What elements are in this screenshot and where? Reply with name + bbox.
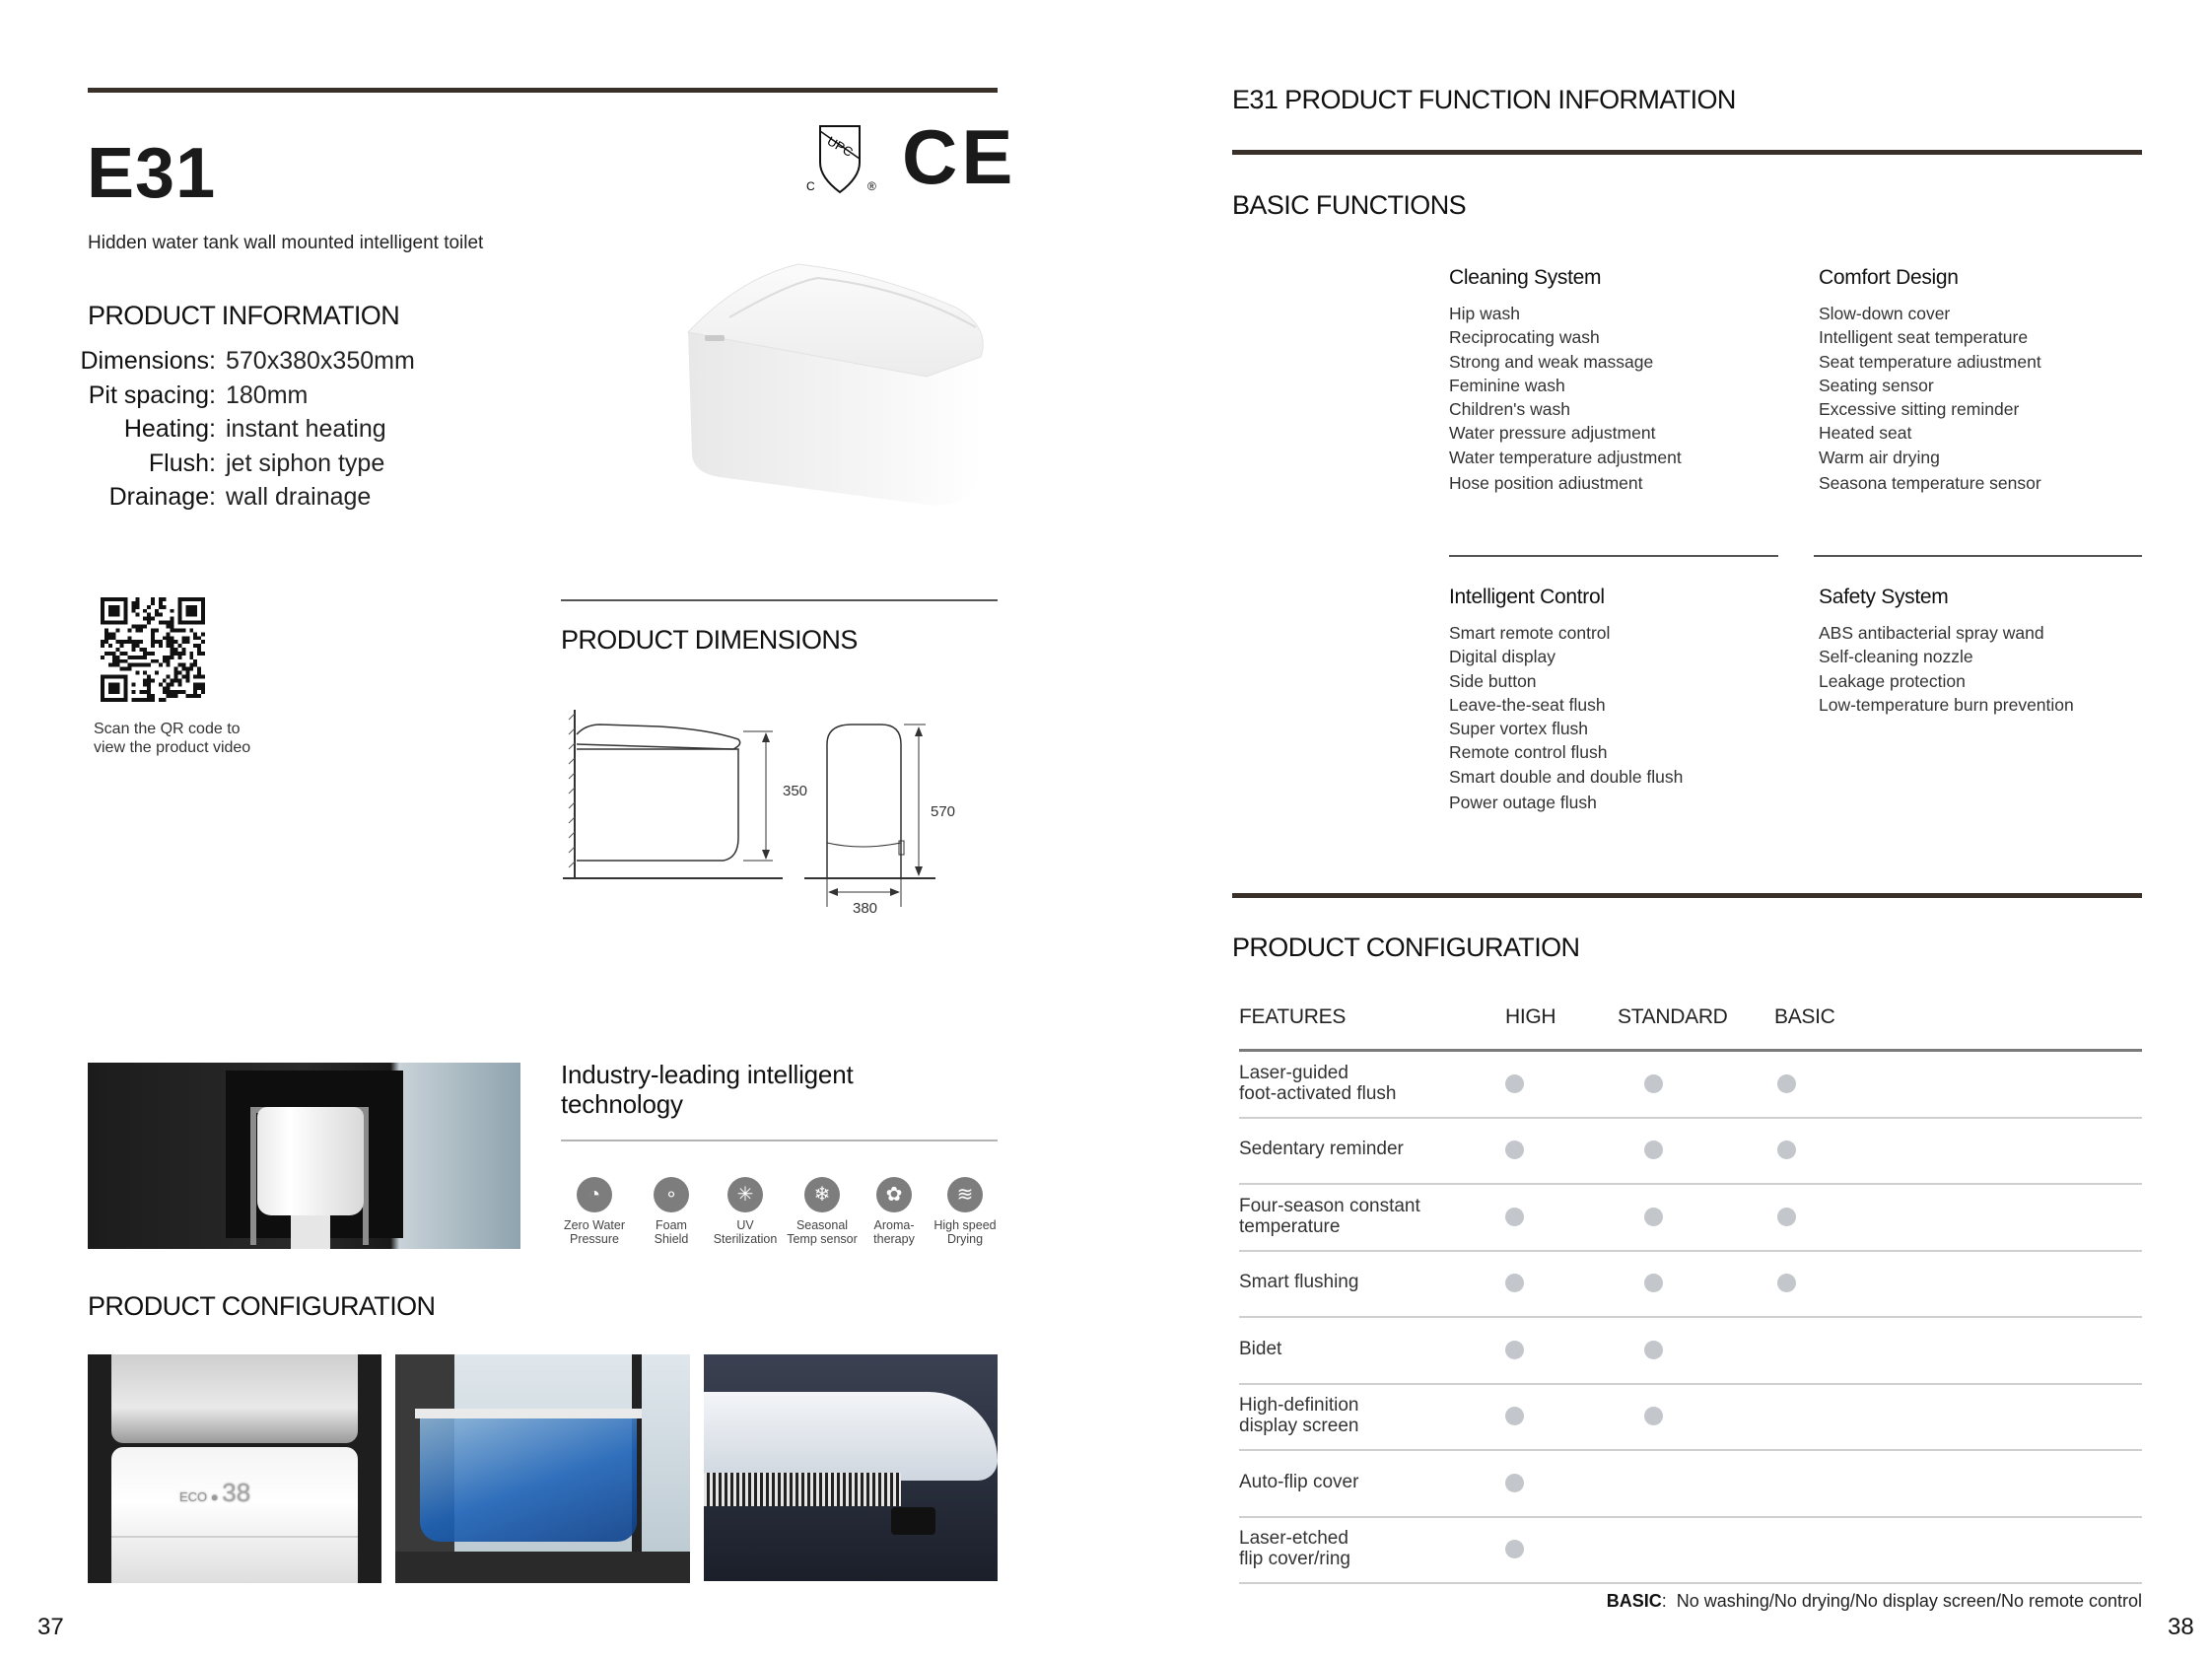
included-dot-standard bbox=[1644, 1208, 1663, 1226]
info-row-pit-spacing bbox=[88, 381, 600, 413]
front-width-label: 380 bbox=[853, 900, 878, 917]
included-dot-high bbox=[1505, 1208, 1524, 1226]
feature-high-speed-drying bbox=[892, 1177, 1038, 1246]
snowflake-sun-icon: ❄ bbox=[804, 1177, 840, 1212]
function-item: Feminine wash bbox=[1449, 375, 1565, 395]
icon-label: UV bbox=[736, 1218, 754, 1232]
display-readout bbox=[179, 1478, 250, 1508]
info-label: Pit spacing: bbox=[88, 381, 216, 409]
wind-icon: ≋ bbox=[947, 1177, 983, 1212]
included-dot-high bbox=[1505, 1474, 1524, 1492]
function-item: Reciprocating wash bbox=[1449, 327, 1600, 348]
function-group-safety bbox=[1819, 586, 2174, 717]
function-item: Excessive sitting reminder bbox=[1819, 399, 2020, 420]
info-row-heating bbox=[88, 415, 600, 447]
included-dot-standard bbox=[1644, 1074, 1663, 1093]
function-item: Leakage protection bbox=[1819, 670, 1966, 691]
function-item: Intelligent seat temperature bbox=[1819, 327, 2029, 348]
uv-sterilization-icon: ✳ bbox=[727, 1177, 763, 1212]
table-row bbox=[1239, 1517, 2142, 1584]
table-row bbox=[1239, 1251, 2142, 1318]
included-dot-high bbox=[1505, 1074, 1524, 1093]
config-photo-display bbox=[88, 1354, 381, 1583]
dimensions-rule bbox=[561, 599, 998, 601]
top-rule-left bbox=[88, 88, 998, 93]
info-value: wall drainage bbox=[226, 483, 372, 511]
feature-name-line: Four-season constant bbox=[1239, 1195, 1420, 1216]
upc-r-mark: ® bbox=[867, 179, 876, 193]
dimension-drawing bbox=[561, 705, 995, 917]
function-item: ABS antibacterial spray wand bbox=[1819, 623, 2044, 643]
included-dot-standard bbox=[1644, 1141, 1663, 1159]
info-value: 180mm bbox=[226, 381, 309, 409]
icon-label: Pressure bbox=[569, 1232, 620, 1246]
function-item: Low-temperature burn prevention bbox=[1819, 694, 2074, 715]
temperature-readout: 38 bbox=[222, 1478, 251, 1507]
info-value: instant heating bbox=[226, 415, 386, 443]
technology-heading bbox=[561, 1060, 853, 1119]
function-item: Seat temperature adiustment bbox=[1819, 351, 2041, 372]
model-title: E31 bbox=[87, 134, 217, 213]
column-header-basic: BASIC bbox=[1774, 1005, 1835, 1028]
function-divider-right bbox=[1814, 555, 2142, 557]
function-item: Warm air drying bbox=[1819, 447, 1940, 467]
info-label: Flush: bbox=[148, 449, 216, 477]
foam-bubbles-icon: ∘ bbox=[654, 1177, 689, 1212]
function-item: Seasona temperature sensor bbox=[1819, 473, 2041, 494]
function-item: Water pressure adjustment bbox=[1449, 423, 1656, 444]
function-item: Water temperature adjustment bbox=[1449, 447, 1682, 467]
feature-name bbox=[1239, 1472, 1358, 1492]
function-item: Hose position adiustment bbox=[1449, 473, 1643, 494]
table-row bbox=[1239, 1184, 2142, 1251]
included-dot-high bbox=[1505, 1274, 1524, 1292]
feature-name bbox=[1239, 1272, 1358, 1292]
feature-name-line: Sedentary reminder bbox=[1239, 1139, 1404, 1160]
feature-name-line: Laser-guided bbox=[1239, 1062, 1348, 1083]
column-header-standard: STANDARD bbox=[1618, 1005, 1728, 1028]
feature-name-line: foot-activated flush bbox=[1239, 1082, 1397, 1104]
feature-name bbox=[1239, 1395, 1358, 1436]
function-group-cleaning bbox=[1449, 266, 1804, 495]
info-row-flush bbox=[88, 449, 600, 481]
included-dot-high bbox=[1505, 1141, 1524, 1159]
info-row-dimensions bbox=[80, 347, 600, 379]
included-dot-standard bbox=[1644, 1341, 1663, 1359]
product-subtitle: Hidden water tank wall mounted intelligent toilet bbox=[88, 233, 484, 253]
function-item: Digital display bbox=[1449, 647, 1555, 667]
ce-mark: CE bbox=[902, 113, 1017, 200]
page-number-right: 38 bbox=[2168, 1614, 2194, 1640]
basic-footnote-label: BASIC bbox=[1606, 1591, 1662, 1611]
function-group-title: Comfort Design bbox=[1819, 266, 1959, 289]
upc-text: UPC bbox=[824, 133, 856, 160]
function-item: Super vortex flush bbox=[1449, 719, 1589, 739]
ce-certification-logo bbox=[902, 113, 1017, 200]
product-hero-image bbox=[680, 258, 996, 519]
feature-name bbox=[1239, 1528, 1350, 1569]
feature-name bbox=[1239, 1063, 1396, 1104]
icon-label: therapy bbox=[873, 1232, 915, 1246]
icon-label: Drying bbox=[946, 1232, 984, 1246]
eco-label: ECO bbox=[179, 1489, 208, 1504]
configuration-rule bbox=[1232, 893, 2142, 898]
page-number-left: 37 bbox=[37, 1614, 64, 1640]
qr-code[interactable] bbox=[100, 597, 206, 702]
info-label: Heating: bbox=[123, 415, 216, 443]
upc-c-mark: C bbox=[806, 179, 815, 193]
feature-name-line: High-definition bbox=[1239, 1395, 1359, 1417]
feature-name-line: temperature bbox=[1239, 1215, 1341, 1237]
info-value: 570x380x350mm bbox=[226, 347, 415, 375]
feature-name bbox=[1239, 1196, 1420, 1237]
icon-label: Shield bbox=[654, 1232, 689, 1246]
function-item: Side button bbox=[1449, 670, 1537, 691]
function-item: Power outage flush bbox=[1449, 793, 1597, 813]
product-configuration-heading-left: PRODUCT CONFIGURATION bbox=[88, 1291, 436, 1321]
table-row bbox=[1239, 1450, 2142, 1517]
function-info-title: E31 PRODUCT FUNCTION INFORMATION bbox=[1232, 85, 1736, 114]
icon-label: High speed bbox=[933, 1218, 997, 1232]
included-dot-basic bbox=[1777, 1208, 1796, 1226]
included-dot-high bbox=[1505, 1407, 1524, 1425]
icon-label: Temp sensor bbox=[787, 1232, 858, 1246]
included-dot-high bbox=[1505, 1341, 1524, 1359]
function-group-intelligent-control bbox=[1449, 586, 1804, 814]
upc-certification-logo bbox=[798, 123, 887, 197]
info-label: Dimensions: bbox=[80, 347, 216, 375]
product-dimensions-heading: PRODUCT DIMENSIONS bbox=[561, 625, 858, 655]
included-dot-basic bbox=[1777, 1074, 1796, 1093]
function-item: Remote control flush bbox=[1449, 742, 1608, 763]
basic-footnote bbox=[1607, 1591, 2142, 1612]
installation-photo bbox=[88, 1063, 520, 1249]
info-value: jet siphon type bbox=[226, 449, 385, 477]
function-item: Smart double and double flush bbox=[1449, 766, 1684, 787]
included-dot-basic bbox=[1777, 1141, 1796, 1159]
technology-heading-line: Industry-leading intelligent bbox=[561, 1060, 854, 1089]
side-height-label: 350 bbox=[783, 783, 808, 799]
function-item: Smart remote control bbox=[1449, 623, 1611, 643]
technology-rule bbox=[561, 1140, 998, 1141]
feature-name bbox=[1239, 1339, 1281, 1359]
feature-name bbox=[1239, 1139, 1404, 1159]
config-photo-flush-cutaway bbox=[395, 1354, 690, 1583]
included-dot-high bbox=[1505, 1540, 1524, 1558]
function-item: Heated seat bbox=[1819, 423, 1912, 444]
icon-label: Aroma- bbox=[873, 1218, 915, 1232]
function-group-title: Cleaning System bbox=[1449, 266, 1602, 289]
pressure-gauge-icon: ◔ bbox=[577, 1177, 612, 1212]
info-row-drainage bbox=[88, 483, 600, 515]
included-dot-standard bbox=[1644, 1274, 1663, 1292]
basic-footnote-separator: : bbox=[1661, 1591, 1667, 1611]
icon-label: Seasonal bbox=[795, 1218, 849, 1232]
column-header-features: FEATURES bbox=[1239, 1005, 1347, 1028]
qr-caption-line: Scan the QR code to bbox=[94, 721, 241, 737]
row-separator bbox=[1239, 1582, 2142, 1584]
icon-label: Sterilization bbox=[713, 1232, 778, 1246]
included-dot-standard bbox=[1644, 1407, 1663, 1425]
included-dot-basic bbox=[1777, 1274, 1796, 1292]
table-row bbox=[1239, 1317, 2142, 1384]
function-item: Seating sensor bbox=[1819, 375, 1934, 395]
product-configuration-heading-right: PRODUCT CONFIGURATION bbox=[1232, 933, 1580, 962]
basic-functions-heading: BASIC FUNCTIONS bbox=[1232, 190, 1467, 220]
function-group-comfort bbox=[1819, 266, 2174, 495]
function-group-title: Safety System bbox=[1819, 586, 1949, 608]
leaf-icon: ✿ bbox=[876, 1177, 912, 1212]
icon-label: Foam bbox=[656, 1218, 687, 1232]
info-label: Drainage: bbox=[108, 483, 216, 511]
function-item: Slow-down cover bbox=[1819, 304, 1951, 323]
config-photo-seat-detail bbox=[704, 1354, 998, 1581]
product-information-heading: PRODUCT INFORMATION bbox=[88, 301, 400, 330]
feature-name-line: display screen bbox=[1239, 1416, 1359, 1437]
function-item: Self-cleaning nozzle bbox=[1819, 647, 1973, 667]
water-drop-icon: ● bbox=[210, 1489, 219, 1504]
function-item: Children's wash bbox=[1449, 399, 1570, 420]
feature-name-line: Smart flushing bbox=[1239, 1272, 1359, 1293]
top-rule-right bbox=[1232, 150, 2142, 155]
qr-caption-line: view the product video bbox=[94, 739, 251, 756]
feature-name-line: flip cover/ring bbox=[1239, 1549, 1350, 1570]
feature-name-line: Laser-etched bbox=[1239, 1528, 1348, 1550]
function-group-title: Intelligent Control bbox=[1449, 586, 1605, 608]
icon-label: Zero Water bbox=[563, 1218, 626, 1232]
front-height-label: 570 bbox=[931, 803, 956, 820]
function-item: Hip wash bbox=[1449, 304, 1520, 323]
function-item: Leave-the-seat flush bbox=[1449, 694, 1606, 715]
function-item: Strong and weak massage bbox=[1449, 351, 1654, 372]
qr-caption bbox=[94, 720, 250, 757]
column-header-high: HIGH bbox=[1505, 1005, 1556, 1028]
basic-footnote-text: No washing/No drying/No display screen/No remote control bbox=[1676, 1591, 2142, 1611]
table-row bbox=[1239, 1118, 2142, 1185]
table-row bbox=[1239, 1384, 2142, 1451]
feature-name-line: Bidet bbox=[1239, 1338, 1282, 1359]
technology-heading-line: technology bbox=[561, 1089, 683, 1119]
feature-name-line: Auto-flip cover bbox=[1239, 1471, 1359, 1492]
table-row bbox=[1239, 1051, 2142, 1118]
function-divider-left bbox=[1449, 555, 1778, 557]
